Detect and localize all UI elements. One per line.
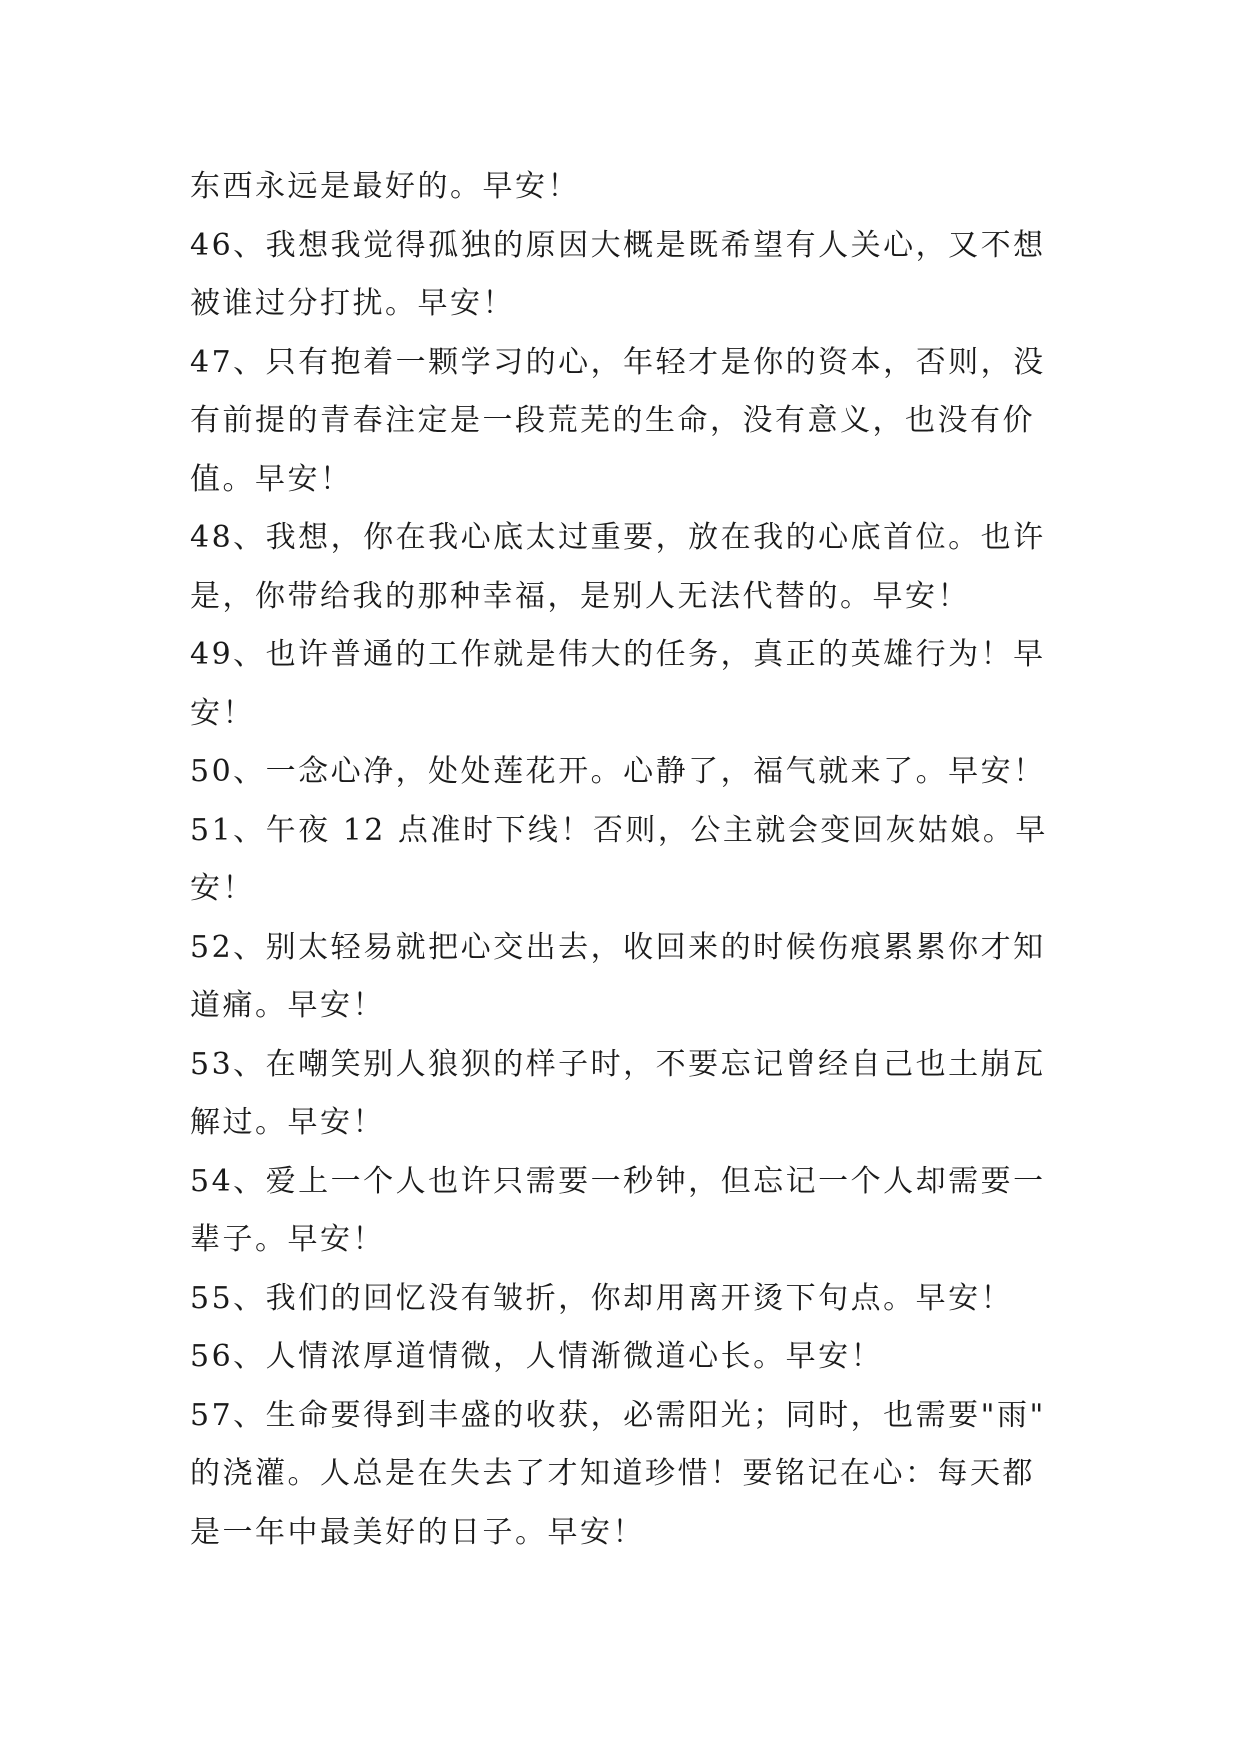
text-line: 有前提的青春注定是一段荒芜的生命，没有意义，也没有价 bbox=[190, 403, 1035, 438]
text-line: 49、也许普通的工作就是伟大的任务，真正的英雄行为！早 bbox=[190, 637, 1046, 672]
text-line: 是一年中最美好的日子。早安！ bbox=[190, 1514, 645, 1550]
text-line: 48、我想，你在我心底太过重要，放在我的心底首位。也许 bbox=[190, 520, 1046, 555]
text-line: 54、爱上一个人也许只需要一秒钟，但忘记一个人却需要一 bbox=[190, 1163, 1046, 1199]
text-line: 是，你带给我的那种幸福，是别人无法代替的。早安！ bbox=[190, 578, 970, 614]
text-line: 被谁过分打扰。早安！ bbox=[190, 286, 515, 321]
text-line: 51、午夜 12 点准时下线！否则，公主就会变回灰姑娘。早 bbox=[190, 812, 1048, 848]
body-text bbox=[190, 158, 1050, 1562]
text-line: 的浇灌。人总是在失去了才知道珍惜！要铭记在心：每天都 bbox=[190, 1456, 1035, 1491]
text-line: 安！ bbox=[190, 871, 255, 906]
text-line: 解过。早安！ bbox=[190, 1105, 385, 1140]
text-line: 52、别太轻易就把心交出去，收回来的时候伤痕累累你才知 bbox=[190, 929, 1046, 965]
text-line: 50、一念心净，处处莲花开。心静了，福气就来了。早安！ bbox=[190, 754, 1046, 789]
text-line: 47、只有抱着一颗学习的心，年轻才是你的资本，否则，没 bbox=[190, 344, 1046, 380]
text-line: 56、人情浓厚道情微，人情渐微道心长。早安！ bbox=[190, 1339, 884, 1374]
text-line: 53、在嘲笑别人狼狈的样子时，不要忘记曾经自己也土崩瓦 bbox=[190, 1046, 1046, 1082]
text-line: 道痛。早安！ bbox=[190, 988, 385, 1023]
text-line: 57、生命要得到丰盛的收获，必需阳光；同时，也需要"雨" bbox=[190, 1397, 1046, 1433]
text-line: 55、我们的回忆没有皱折，你却用离开烫下句点。早安！ bbox=[190, 1280, 1014, 1316]
text-line: 辈子。早安！ bbox=[190, 1222, 385, 1257]
text-line: 安！ bbox=[190, 695, 255, 731]
text-line: 东西永远是最好的。早安！ bbox=[190, 169, 580, 204]
text-line: 46、我想我觉得孤独的原因大概是既希望有人关心，又不想 bbox=[190, 227, 1046, 263]
text-line: 值。早安！ bbox=[190, 461, 353, 497]
